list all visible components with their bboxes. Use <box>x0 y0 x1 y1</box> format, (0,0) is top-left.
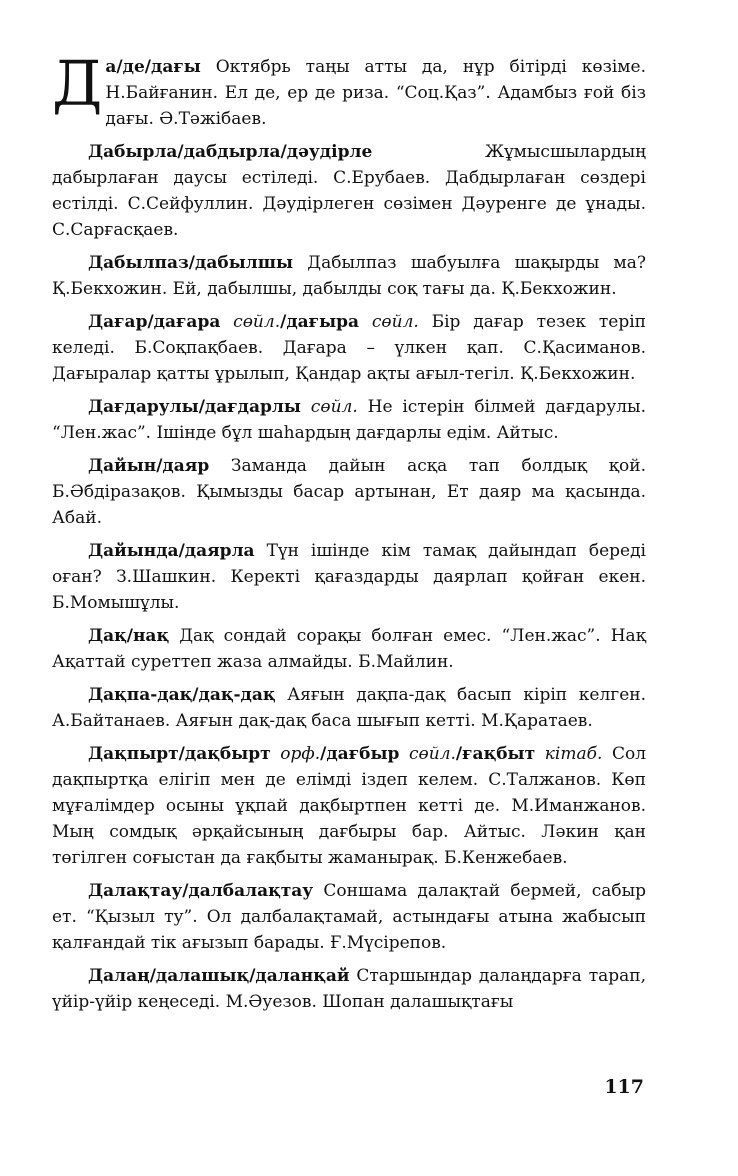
dictionary-entry <box>52 47 646 132</box>
entry-headword: Дабылпаз/дабылшы <box>88 253 294 273</box>
usage-mark: сөйл. <box>399 744 456 764</box>
entry-headword: Дайын/даяр <box>88 456 210 476</box>
dictionary-entry <box>52 538 646 616</box>
entry-headword-variant: /дағбыр <box>320 744 400 764</box>
dictionary-entry <box>52 741 646 871</box>
entry-headword: Дағдарулы/дағдарлы <box>88 397 301 417</box>
usage-mark: сөйл. <box>220 312 281 332</box>
entry-text: Дақ сондай сорақы болған емес. “Лен.жас”. Нақ Ақаттай суреттеп жаза алмайды. Б.Майлин. <box>52 626 646 672</box>
entry-text: Түн ішінде кім тамақ дайындап береді оған? З.Шашкин. Керекті қағаздарды даярлап қойған екен. Б.Момышұлы. <box>52 541 646 613</box>
dictionary-entry <box>52 309 646 387</box>
drop-cap: Д <box>52 47 103 120</box>
usage-mark: сөйл. <box>300 397 358 417</box>
dictionary-entry <box>52 394 646 446</box>
usage-mark: кітаб. <box>535 744 603 764</box>
dictionary-entry <box>52 453 646 531</box>
entry-text: Бір дағар тезек теріп келеді. Б.Соқпақбаев. Дағара – үлкен қап. С.Қасиманов. Дағыралар қатты ұрылып, Қандар ақты ағыл-тегіл. Қ.Бекхожин. <box>52 312 646 384</box>
entry-text: Старшындар далаңдарға тарап, үйір-үйір кеңеседі. М.Әуезов. Шопан далашықтағы <box>52 966 646 1012</box>
usage-mark: сөйл. <box>359 312 419 332</box>
entry-text: Октябрь таңы атты да, нұр бітірді көзіме. Н.Байғанин. Ел де, ер де риза. “Соц.Қаз”. Адамбыз ғой біз дағы. Ә.Тәжібаев. <box>105 57 646 129</box>
entry-headword: Дағар/дағара <box>88 312 221 332</box>
entry-text: Дабылпаз шабуылға шақырды ма? Қ.Бекхожин. Ей, дабылшы, дабылды соқ тағы да. Қ.Бекхожин. <box>52 253 646 299</box>
entry-headword: Далақтау/далбалақтау <box>88 881 314 901</box>
usage-mark: орф. <box>270 744 321 764</box>
entry-text: Не істерін білмей дағдарулы. “Лен.жас”. Ішінде бұл шаһардың дағдарлы едім. Айтыс. <box>52 397 646 443</box>
entry-headword: а/де/дағы <box>105 57 201 77</box>
entry-text: Аяғын дақпа-дақ басып кіріп келген. А.Байтанаев. Аяғын дақ-дақ баса шығып кетті. М.Қаратаев. <box>52 685 646 731</box>
dictionary-entry <box>52 139 646 243</box>
entry-text: Заманда дайын асқа тап болдық қой. Б.Әбдіразақов. Қымызды басар артынан, Ет даяр ма қасында. Абай. <box>52 456 646 528</box>
dictionary-entry <box>52 623 646 675</box>
entry-headword: Дақпа-дақ/дақ-дақ <box>88 685 276 705</box>
entry-headword: Далаң/далашық/даланқай <box>88 966 350 986</box>
entry-headword: Дақпырт/дақбырт <box>88 744 271 764</box>
dictionary-entry <box>52 878 646 956</box>
entry-headword-variant: /ғақбыт <box>455 744 536 764</box>
entry-text: Жұмысшылардың дабырлаған даусы естіледі. С.Ерубаев. Дабдырлаған сөздері естілді. С.Сейфуллин. Дәудірлеген сөзімен Дәуренге де ұнады. С.Сарғасқаев. <box>52 142 646 240</box>
entry-headword-variant: /дағыра <box>280 312 360 332</box>
entry-headword: Дайында/даярла <box>88 541 255 561</box>
entry-headword: Дабырла/дабдырла/дәудірле <box>88 142 373 162</box>
page-number: 117 <box>604 1076 644 1098</box>
dictionary-entry <box>52 963 646 1015</box>
entry-text: Соншама далақтай бермей, сабыр ет. “Қызыл ту”. Ол далбалақтамай, астындағы атына жабысып қалғандай тік ағызып барады. Ғ.Мүсірепов. <box>52 881 646 953</box>
dictionary-entry <box>52 250 646 302</box>
dictionary-entry <box>52 682 646 734</box>
entry-headword: Дақ/нақ <box>88 626 170 646</box>
entry-text: Сол дақпыртқа елігіп мен де елімді іздеп келем. С.Талжанов. Көп мұғалімдер осыны ұқпай дақбыртпен кетті де. М.Иманжанов. Мың сомдық әрқайсының дағбыры бар. Айтыс. Ләкин қан төгілген соғыстан да ғақбыты жаманырақ. Б.Кенжебаев. <box>52 744 647 868</box>
